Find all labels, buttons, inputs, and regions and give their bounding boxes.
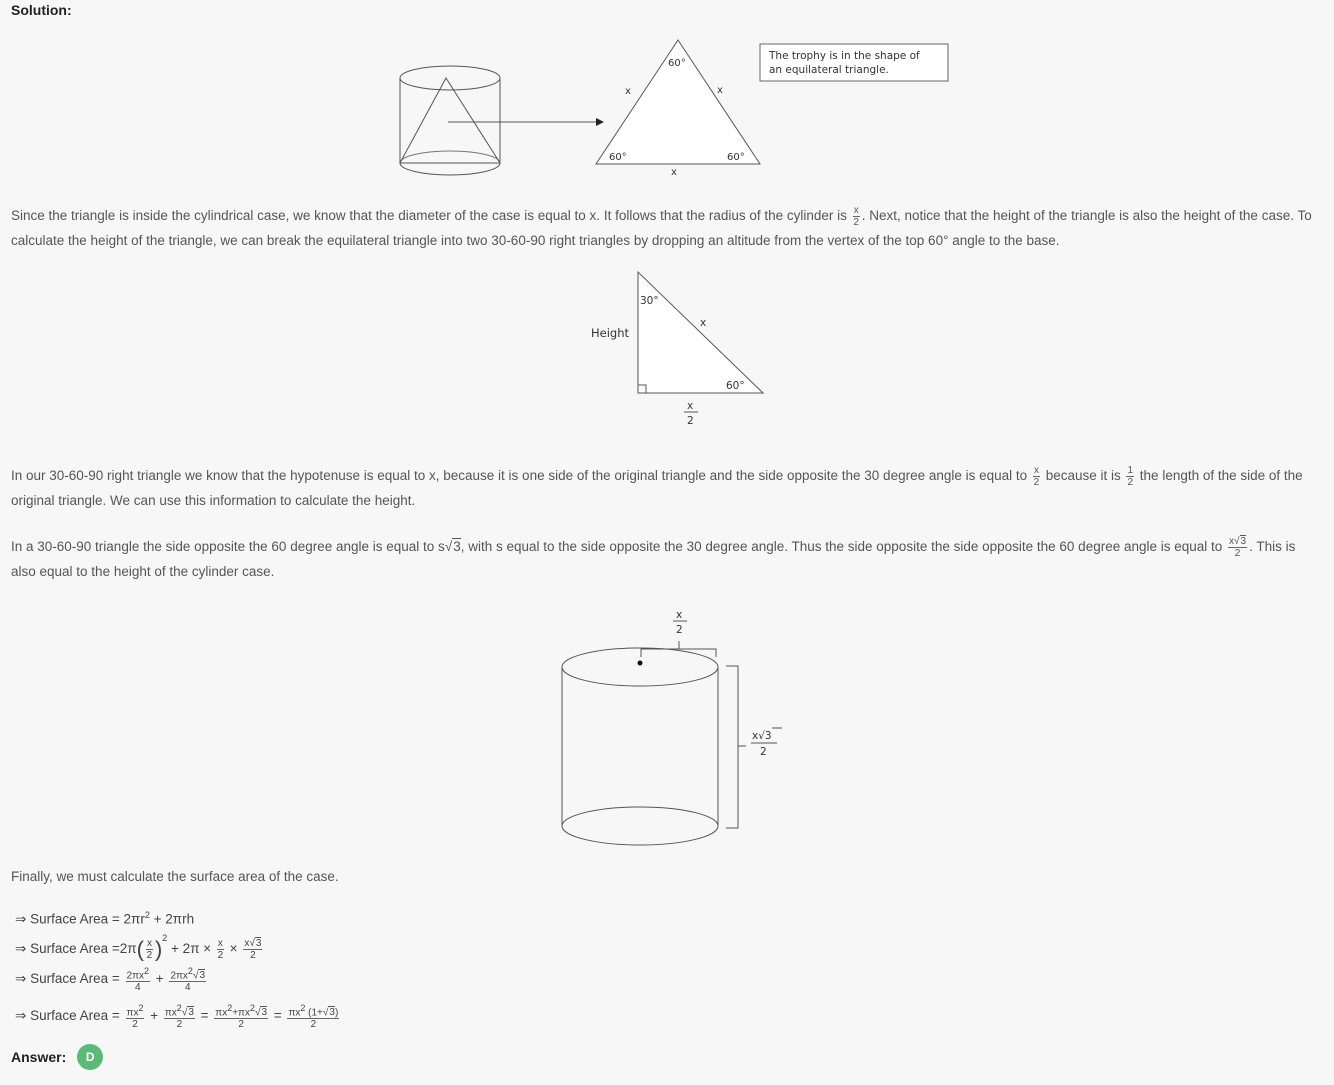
- side-left-label: x: [625, 86, 631, 97]
- base-denominator: 2: [687, 415, 694, 427]
- solution-label: Solution:: [11, 2, 72, 18]
- height-denominator: 2: [760, 746, 767, 758]
- inner-triangle: [400, 78, 500, 163]
- height-bracket: [726, 666, 738, 828]
- figure-cylinder-case: [555, 605, 790, 855]
- fraction-x-over-2: $\frac{x}{2}$: [853, 204, 859, 228]
- cylinder-top-ellipse: [400, 66, 500, 90]
- case-body: [562, 667, 718, 845]
- cylinder-body: [400, 78, 500, 175]
- side-right-label: x: [717, 85, 723, 96]
- note-line-2: an equilateral triangle.: [769, 64, 889, 76]
- note-line-1: The trophy is in the shape of: [769, 50, 920, 62]
- height-label: Height: [591, 326, 630, 340]
- paragraph-radius: Since the triangle is inside the cylindrical case, we know that the diameter of the case is equal to x. It follows that the radius of the cylinder is $\frac{x}{2}$ . Next, notice that the height of the triangle is also the height of the case. To calculate the height of the triangle, we can break the equilateral triangle into two 30-60-90 right triangles by dropping an altitude from the vertex of the top 60° angle to the base.: [11, 204, 1312, 248]
- angle-30-label: 30°: [640, 295, 659, 307]
- cylinder-bottom-back: [400, 151, 500, 163]
- formula-line-2: ⇒ Surface Area =2π( $\frac{x}{2}$ )$^2$ + 2π × $\frac{x}{2}$ × $\frac{x√3}{2}$: [15, 933, 262, 962]
- answer-label: Answer:: [11, 1049, 67, 1065]
- case-top-ellipse: [562, 648, 718, 686]
- paragraph-height: In a 30-60-90 triangle the side opposite the 60 degree angle is equal to s√3, with s equal to the side opposite the 30 degree angle. Thus the side opposite the side opposite the 60 degree angle is equal to $\frac{x√3}{2}$ . This is also equal to the height of the cylinder case.: [11, 535, 1296, 579]
- formula-line-1: ⇒ Surface Area = $2\pi r^2 + 2\pi rh$: [15, 910, 195, 927]
- height-numerator: x√3: [752, 730, 772, 742]
- figure-right-triangle: [585, 268, 775, 433]
- case-bottom-back: [562, 807, 718, 826]
- base-numerator: x: [687, 400, 694, 412]
- figure-trophy-diagram: [390, 36, 960, 186]
- angle-left-label: 60°: [609, 152, 627, 163]
- radius-denominator: 2: [676, 624, 683, 636]
- answer-row: [11, 1044, 103, 1070]
- center-point: [638, 661, 643, 666]
- angle-top-label: 60°: [668, 58, 686, 69]
- angle-60-label: 60°: [726, 380, 745, 392]
- right-triangle: [638, 272, 763, 393]
- hypotenuse-label: x: [700, 317, 707, 329]
- side-bottom-label: x: [671, 167, 677, 178]
- formula-line-4: ⇒ Surface Area = $\frac{\pi x^2}{2}$ + $\frac{\pi x^2√3}{2}$ = $\frac{\pi x^2+\pi x^2√3}{2}$ = $\frac{\pi x^2 (1+√3)}{2}$: [15, 1003, 339, 1031]
- angle-right-label: 60°: [727, 152, 745, 163]
- formula-line-3: ⇒ Surface Area = $\frac{2\pi x^2}{4}$ + $\frac{2\pi x^2√3}{4}$: [15, 966, 205, 994]
- radius-numerator: x: [676, 609, 683, 621]
- paragraph-finally: Finally, we must calculate the surface area of the case.: [11, 869, 339, 884]
- paragraph-hypotenuse: In our 30-60-90 right triangle we know that the hypotenuse is equal to x, because it is one side of the original triangle and the side opposite the 30 degree angle is equal to $\frac{x}{2}$ because it is $\frac{1}{2}$ the length of the side of the original triangle. We can use this information to calculate the height.: [11, 464, 1303, 508]
- answer-badge: D: [77, 1044, 103, 1070]
